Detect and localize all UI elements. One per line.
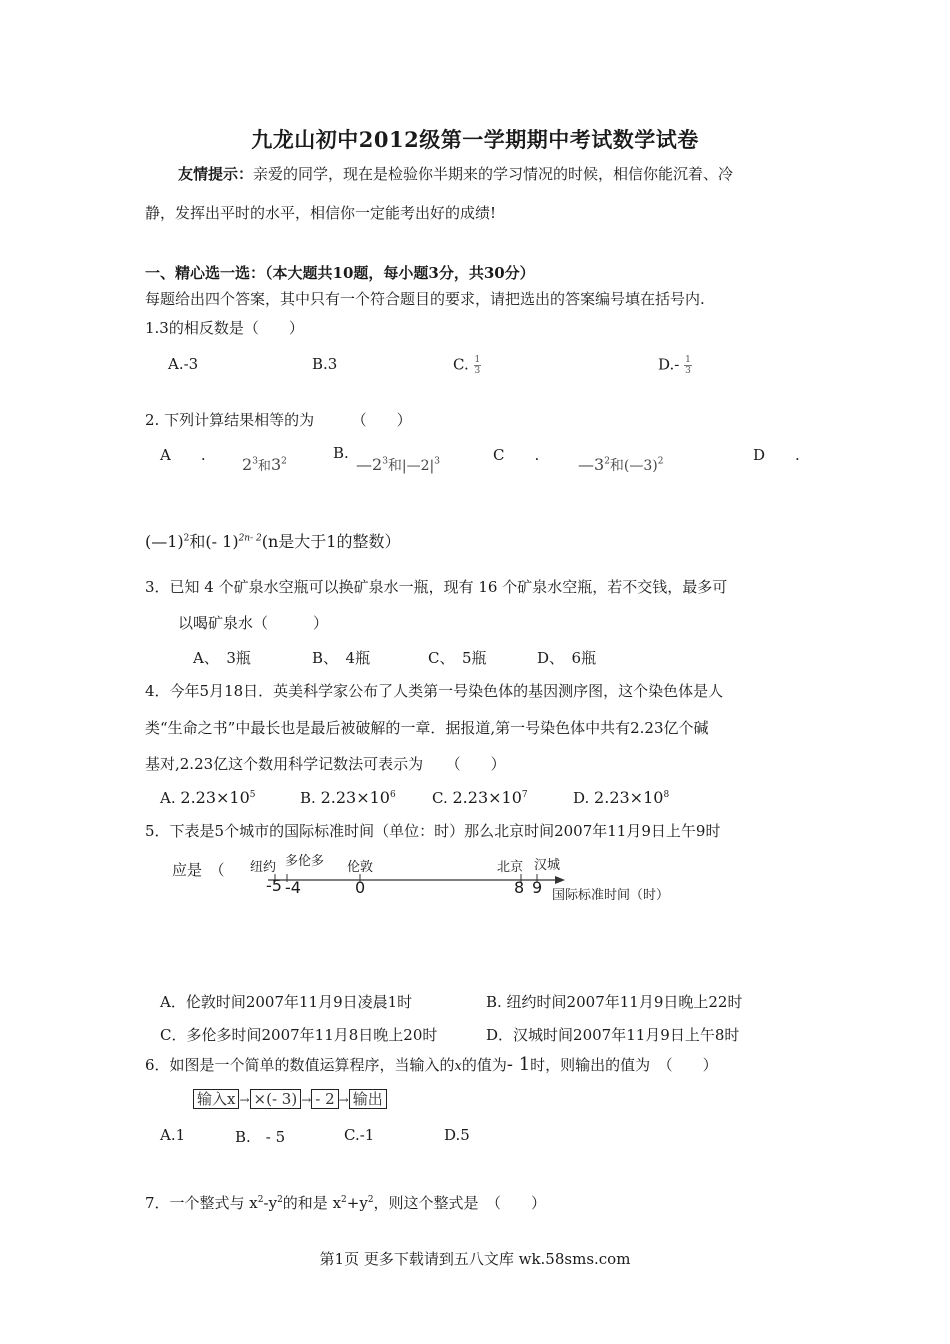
q1-option-d <box>658 355 692 376</box>
page-title: 九龙山初中2012级第一学期期中考试数学试卷 <box>251 127 699 152</box>
q6-stem: 6．如图是一个简单的数值运算程序，当输入的x的值为- 1时，则输出的值为 （ ） <box>145 1054 718 1075</box>
q4-option-d: D. $2.23\times 10^8$ <box>573 788 670 807</box>
tick-label-9: 9 <box>532 878 543 897</box>
axis-city-london: 伦敦 <box>347 860 374 875</box>
tip-line-1 <box>178 163 733 184</box>
q4-option-a: A. $2.23\times 10^5$ <box>160 788 256 807</box>
q7-stem: 7．一个整式与 $x^2-y^2$的和是 $x^2+y^2$，则这个整式是 （ ） <box>145 1194 547 1212</box>
q4-option-b: B. $2.23\times 10^6$ <box>300 788 396 807</box>
q3-option-b: B、 4瓶 <box>312 649 371 667</box>
q4-option-c: C. $2.23\times 10^7$ <box>432 788 528 807</box>
q1-option-c <box>453 355 481 376</box>
number-line-arrow <box>555 876 565 884</box>
q2-d-expr: (—1)$^2$和(- 1)$^{2n- 2}$(n是大于1的整数） <box>145 532 401 551</box>
flow-box-input: 输入x <box>193 1089 239 1109</box>
tick-label-m5: -5 <box>266 876 282 895</box>
q3-line-2: 以喝矿泉水（ ） <box>178 614 329 632</box>
q1-c-label: C. <box>453 355 469 374</box>
q3-line-1: 3．已知 4 个矿泉水空瓶可以换矿泉水一瓶，现有 16 个矿泉水空瓶，若不交钱，最多可 <box>145 578 728 596</box>
q1-d-fraction: $\frac{1}{3}$ <box>685 355 691 376</box>
q3-option-d: D、 6瓶 <box>537 649 597 667</box>
tick-label-m4: -4 <box>285 878 301 897</box>
q2-b-expr: $—2^3$和$|—2|^3$ <box>356 455 440 474</box>
q3-option-a: A、 3瓶 <box>193 649 251 667</box>
q2-a-expr: $2^3$和$3^2$ <box>242 455 287 474</box>
q5-option-d: D．汉城时间2007年11月9日上午8时 <box>486 1026 740 1044</box>
axis-city-toronto: 多伦多 <box>285 854 325 869</box>
tip-label: 友情提示： <box>178 165 254 183</box>
flow-arrow-icon: → <box>338 1093 349 1107</box>
q5-line-1: 5．下表是5个城市的国际标准时间（单位：时）那么北京时间2007年11月9日上午9时 <box>145 822 721 840</box>
tick-label-0: 0 <box>355 878 366 897</box>
q1-option-b: B.3 <box>312 355 338 373</box>
section-instruction: 每题给出四个答案，其中只有一个符合题目的要求，请把选出的答案编号填在括号内. <box>145 290 705 308</box>
q4-line-3: 基对,2.23亿这个数用科学记数法可表示为 （ ） <box>145 755 506 773</box>
q2-b-label: B. <box>333 444 349 462</box>
q1-stem: 1.3的相反数是（ ） <box>145 319 304 337</box>
q5-option-b: B. 纽约时间2007年11月9日晚上22时 <box>486 993 743 1011</box>
q6-option-a: A.1 <box>160 1126 186 1144</box>
tick-label-8: 8 <box>514 878 525 897</box>
q5-option-c: C．多伦多时间2007年11月8日晚上20时 <box>160 1026 438 1044</box>
q2-d-label: D . <box>753 446 800 464</box>
axis-label: 国际标准时间（时） <box>552 888 670 903</box>
flow-arrow-icon: → <box>301 1093 312 1107</box>
q6-flowchart <box>193 1088 387 1109</box>
axis-city-seoul: 汉城 <box>534 858 561 873</box>
q6-option-d: D.5 <box>444 1126 470 1144</box>
q4-line-1: 4．今年5月18日．英美科学家公布了人类第一号染色体的基因测序图，这个染色体是人 <box>145 682 724 700</box>
q1-c-fraction: $\frac{1}{3}$ <box>474 355 481 376</box>
q2-c-expr: $—3^2$和(—3)$^2$ <box>578 455 664 474</box>
q1-d-label: D.- <box>658 355 680 374</box>
page-footer: 第1页 更多下载请到五八文库 wk.58sms.com <box>319 1250 631 1268</box>
q3-option-c: C、 5瓶 <box>428 649 487 667</box>
q6-option-b: B. - 5 <box>235 1128 286 1146</box>
q5-line-2: 应是 （ <box>172 861 225 879</box>
q1-option-a: A.-3 <box>168 355 199 373</box>
flow-arrow-icon: → <box>239 1093 250 1107</box>
q5-option-a: A．伦敦时间2007年11月9日凌晨1时 <box>160 993 413 1011</box>
tip-line-2: 静，发挥出平时的水平，相信你一定能考出好的成绩! <box>145 204 497 222</box>
flow-box-subtract: - 2 <box>311 1089 338 1109</box>
axis-city-beijing: 北京 <box>497 860 524 875</box>
flow-box-multiply: ×(- 3) <box>250 1089 302 1109</box>
q6-option-c: C.-1 <box>344 1126 375 1144</box>
axis-city-newyork: 纽约 <box>250 860 277 875</box>
tip-text-1: 亲爱的同学，现在是检验你半期来的学习情况的时候，相信你能沉着、冷 <box>253 165 734 183</box>
section-heading: 一、精心选一选：（本大题共10题，每小题3分，共30分） <box>145 264 535 282</box>
flow-box-output: 输出 <box>349 1089 387 1109</box>
q2-stem: 2. 下列计算结果相等的为 （ ） <box>145 411 412 429</box>
q2-a-label: A . <box>160 446 206 464</box>
q4-line-2: 类“生命之书”中最长也是最后被破解的一章．据报道,第一号染色体中共有2.23亿个碱 <box>145 719 709 737</box>
q2-c-label: C . <box>493 446 540 464</box>
